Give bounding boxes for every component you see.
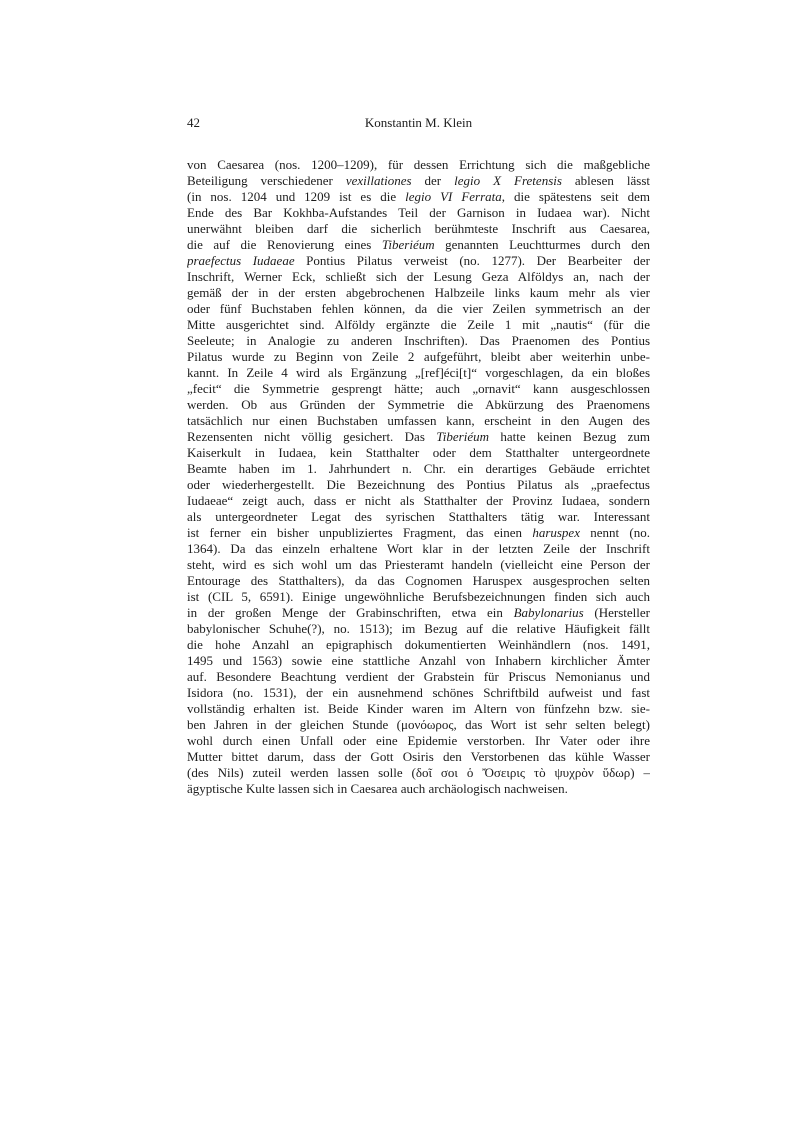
text-line [187, 765, 650, 781]
text-segment: Iudaeae“ zeigt auch, dass er nicht als Statthalter der Provinz Iudaea, sondern [187, 493, 650, 508]
text-segment: Mitte ausgerichtet sind. Alföldy ergänzte die Zeile 1 mit „nautis“ (für die [187, 317, 650, 332]
italic-text-segment: Tiberiéum [381, 237, 435, 252]
text-segment: Pilatus wurde zu Beginn von Zeile 2 aufgeführt, bleibt aber weiterhin unbe- [187, 349, 650, 364]
text-segment: gemäß der in der ersten abgebrochenen Halbzeile links kaum mehr als vier [187, 285, 650, 300]
text-segment: Beteiligung verschiedener [187, 173, 346, 188]
text-segment: auf. Besondere Beachtung verdient der Grabstein für Priscus Nemonianus und [187, 669, 650, 684]
text-segment: von Caesarea (nos. 1200–1209), für dessen Errichtung sich die maßgebliche [187, 157, 650, 172]
text-line [187, 285, 650, 301]
text-segment: wohl durch einen Unfall oder eine Epidemie verstorben. Ihr Vater oder ihre [187, 733, 650, 748]
text-segment: Seeleute; in Analogie zu anderen Inschriften). Das Praenomen des Pontius [187, 333, 650, 348]
italic-text-segment: haruspex [532, 525, 580, 540]
text-line [187, 621, 650, 637]
text-line [187, 237, 650, 253]
text-segment: Ende des Bar Kokhba-Aufstandes Teil der Garnison in Iudaea war). Nicht [187, 205, 650, 220]
running-head: Konstantin M. Klein [364, 115, 473, 130]
text-line [187, 525, 650, 541]
page-number: 42 [187, 115, 200, 130]
text-segment: ben Jahren in der gleichen Stunde (μονόωρος, das Wort ist sehr selten belegt) [187, 717, 650, 732]
italic-text-segment: legio X Fretensis [454, 173, 562, 188]
text-segment: ist (CIL 5, 6591). Einige ungewöhnliche Berufsbezeichnungen finden sich auch [187, 589, 650, 604]
text-segment: die hohe Anzahl an epigraphisch dokumentierten Weinhändlern (nos. 1491, [187, 637, 650, 652]
text-line [187, 157, 650, 173]
text-line [187, 173, 650, 189]
text-segment: ablesen lässt [561, 173, 650, 188]
text-line [187, 205, 650, 221]
text-line [187, 509, 650, 525]
text-segment: werden. Ob aus Gründen der Symmetrie die Abkürzung des Praenomens [187, 397, 650, 412]
text-line [187, 781, 650, 797]
body-text [187, 157, 650, 797]
italic-text-segment: Tiberiéum [436, 429, 489, 444]
text-line [187, 477, 650, 493]
text-segment: oder fünf Buchstaben fehlen können, da die vier Zeilen symmetrisch an der [187, 301, 650, 316]
text-segment: vollständig erhalten ist. Beide Kinder waren im Altern von fünfzehn bzw. sie- [187, 701, 650, 716]
text-line [187, 573, 650, 589]
text-line [187, 717, 650, 733]
text-segment: (des Nils) zuteil werden lassen solle (δοῖ σοι ὁ Ὄσειρις τὸ ψυχρὸν ὕδωρ) – [187, 765, 650, 780]
text-segment: 1495 und 1563) sowie eine stattliche Anzahl von Inhabern kirchlicher Ämter [187, 653, 650, 668]
text-segment: tatsächlich nur einen Buchstaben umfassen kann, erscheint in den Augen des [187, 413, 650, 428]
italic-text-segment: legio VI Ferrata [405, 189, 502, 204]
text-segment: ist ferner ein bisher unpubliziertes Fragment, das einen [187, 525, 533, 540]
text-line [187, 413, 650, 429]
text-block [187, 115, 650, 797]
text-segment: , die spätestens seit dem [501, 189, 650, 204]
text-segment: der [411, 173, 455, 188]
text-line [187, 637, 650, 653]
text-segment: in der großen Menge der Grabinschriften, etwa ein [187, 605, 514, 620]
text-segment: Kaiserkult in Iudaea, kein Statthalter oder dem Statthalter untergeordnete [187, 445, 650, 460]
text-segment: Entourage des Statthalters), da das Cognomen Haruspex ausgesprochen selten [187, 573, 650, 588]
text-line [187, 349, 650, 365]
text-line [187, 749, 650, 765]
page-header [187, 115, 650, 131]
text-line [187, 685, 650, 701]
text-segment: nennt (no. [579, 525, 650, 540]
text-segment: 1364). Da das einzeln erhaltene Wort klar in der letzten Zeile der Inschrift [187, 541, 650, 556]
text-line [187, 541, 650, 557]
text-line [187, 333, 650, 349]
text-segment: ägyptische Kulte lassen sich in Caesarea auch archäologisch nachweisen. [187, 781, 568, 796]
text-segment: als untergeordneter Legat des syrischen Statthalters tätig war. Interessant [187, 509, 650, 524]
text-segment: steht, wird es sich wohl um das Priesteramt handeln (vielleicht eine Person der [187, 557, 650, 572]
text-segment: oder wiederhergestellt. Die Bezeichnung des Pontius Pilatus als „praefectus [187, 477, 650, 492]
text-segment: unerwähnt bleiben darf die sicherlich berühmteste Inschrift aus Caesarea, [187, 221, 650, 236]
text-line [187, 445, 650, 461]
text-line [187, 317, 650, 333]
text-line [187, 221, 650, 237]
text-segment: Pontius Pilatus verweist (no. 1277). Der Bearbeiter der [294, 253, 650, 268]
text-segment: hatte keinen Bezug zum [489, 429, 650, 444]
text-line [187, 701, 650, 717]
text-line [187, 461, 650, 477]
text-line [187, 365, 650, 381]
text-line [187, 397, 650, 413]
text-segment: Isidora (no. 1531), der ein ausnehmend schönes Schriftbild aufweist und fast [187, 685, 650, 700]
text-line [187, 733, 650, 749]
text-line [187, 253, 650, 269]
text-line [187, 669, 650, 685]
text-segment: die auf die Renovierung eines [187, 237, 382, 252]
text-line [187, 269, 650, 285]
text-line [187, 557, 650, 573]
text-segment: genannten Leuchtturmes durch den [434, 237, 650, 252]
text-segment: (Hersteller [583, 605, 650, 620]
text-line [187, 381, 650, 397]
text-line [187, 493, 650, 509]
text-segment: Mutter bittet darum, dass der Gott Osiris den Verstorbenen das kühle Wasser [187, 749, 650, 764]
text-segment: kannt. In Zeile 4 wird als Ergänzung „[ref]éci[t]“ vorgeschlagen, da ein bloßes [187, 365, 650, 380]
text-line [187, 589, 650, 605]
text-line [187, 189, 650, 205]
text-segment: (in nos. 1204 und 1209 ist es die [187, 189, 406, 204]
text-line [187, 429, 650, 445]
text-segment: Inschrift, Werner Eck, schließt sich der Lesung Geza Alföldys an, nach der [187, 269, 650, 284]
italic-text-segment: Babylonarius [513, 605, 584, 620]
text-segment: Beamte haben im 1. Jahrhundert n. Chr. ein derartiges Gebäude errichtet [187, 461, 650, 476]
text-segment: babylonischer Schuhe(?), no. 1513); im Bezug auf die relative Häufigkeit fällt [187, 621, 650, 636]
text-line [187, 605, 650, 621]
text-line [187, 653, 650, 669]
text-line [187, 301, 650, 317]
italic-text-segment: praefectus Iudaeae [187, 253, 295, 268]
italic-text-segment: vexillationes [345, 173, 412, 188]
text-segment: „fecit“ die Symmetrie gesprengt hätte; auch „ornavit“ kann ausgeschlossen [187, 381, 650, 396]
text-segment: Rezensenten nicht völlig gesichert. Das [187, 429, 437, 444]
